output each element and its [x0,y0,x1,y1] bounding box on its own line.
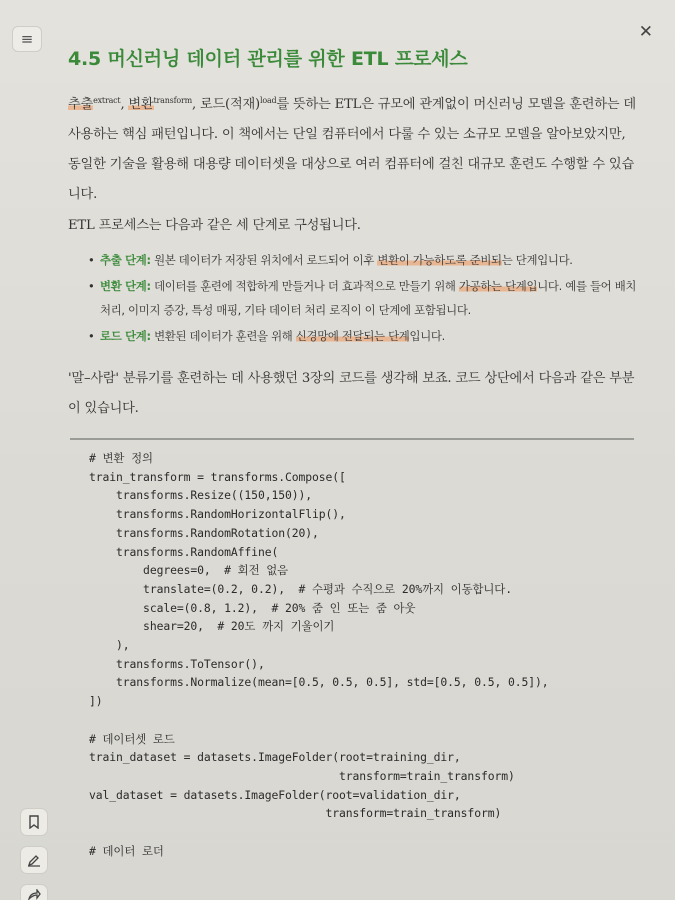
list-item [88,324,644,348]
menu-button[interactable] [12,26,42,52]
section-number: 4.5 [68,48,102,70]
step-text: 입니다. [409,329,445,343]
highlight-transform: 변환 [128,97,154,112]
intro-paragraph [68,86,640,210]
list-item [88,248,644,272]
bookmark-icon [28,815,40,829]
step-highlight: 가공하는 단계입 [458,279,538,293]
code-block: # 변환 정의 train_transform = transforms.Compose([ transforms.Resize((150,150)), transforms.RandomHorizontalFlip(), transforms.RandomRotation(20), transforms.RandomAffine( degrees=0, # 회전 없음 translate=(0.2, 0.2), # 수평과 수직으로 20%까지 이동합니다. scale=(0.8, 1.2), # 20% 줌 인 또는 줌 아웃 shear=20, # 20도 까지 기울이기 ), transforms.ToTensor(), transforms.Normalize(mean=[0.5, 0.5, 0.5], std=[0.5, 0.5, 0.5]), ]) # 데이터셋 로드 train_dataset = datasets.ImageFolder(root=training_dir, transform=train_transform) val_dataset = datasets.ImageFolder(root=validation_dir, transform=train_transform) # 데이터 로더 [89,451,549,858]
step-highlight: 신경망에 전달되는 단계 [295,329,410,343]
share-button[interactable] [20,884,48,900]
highlight-extract: 추출 [68,97,94,112]
section-title [68,44,467,71]
step-text: 변환된 데이터가 훈련을 위해 [150,329,296,343]
edit-button[interactable] [20,846,48,874]
menu-icon: ≡ [20,30,34,48]
step-highlight: 변환이 가능하도록 준비되 [377,253,502,267]
etl-intro-paragraph: ETL 프로세스는 다음과 같은 세 단계로 구성됩니다. [68,218,361,233]
list-item [88,274,644,322]
code-divider [70,438,634,440]
step-text: 데이터를 훈련에 적합하게 만들거나 더 효과적으로 만들기 위해 [150,279,459,293]
step-term: 추출 단계: [100,253,151,267]
sup-extract: extract [93,96,121,105]
etl-steps-list [88,248,644,350]
step-term: 변환 단계: [100,279,151,293]
edit-icon [27,853,41,867]
separator: , [120,97,129,112]
code-intro-paragraph: '말–사람' 분류기를 훈련하는 데 사용했던 3장의 코드를 생각해 보죠. 코드 상단에서 다음과 같은 부분이 있습니다. [68,371,635,416]
intro-rest: 를 뜻하는 ETL은 규모에 관계없이 머신러닝 모델을 훈련하는 데 사용하는 핵심 패턴입니다. 이 책에서는 단일 컴퓨터에서 다룰 수 있는 소규모 모델을 알아보았지만, 동일한 기술을 활용해 대용량 데이터셋을 대상으로 여러 컴퓨터에 걸친 대규모 훈련도 수행할 수 있습니다. [68,97,636,202]
bookmark-button[interactable] [20,808,48,836]
close-button[interactable] [639,22,653,42]
step-text: 는 단계입니다. [501,253,573,267]
step-text: 원본 데이터가 저장된 위치에서 로드되어 이후 [150,253,378,267]
section-title-text: 머신러닝 데이터 관리를 위한 ETL 프로세스 [107,48,468,70]
intro-mid: , 로드(적재) [191,97,260,112]
sup-transform: transform [153,96,192,105]
step-term: 로드 단계: [100,329,151,343]
sup-load: load [260,96,277,105]
share-icon [27,889,41,900]
step-text: 니다. 예를 들어 배치 처리, 이미지 증강, 특성 매핑, 기타 데이터 처리 로직이 이 단계에 포함됩니다. [100,279,637,317]
close-icon: ✕ [638,22,653,42]
